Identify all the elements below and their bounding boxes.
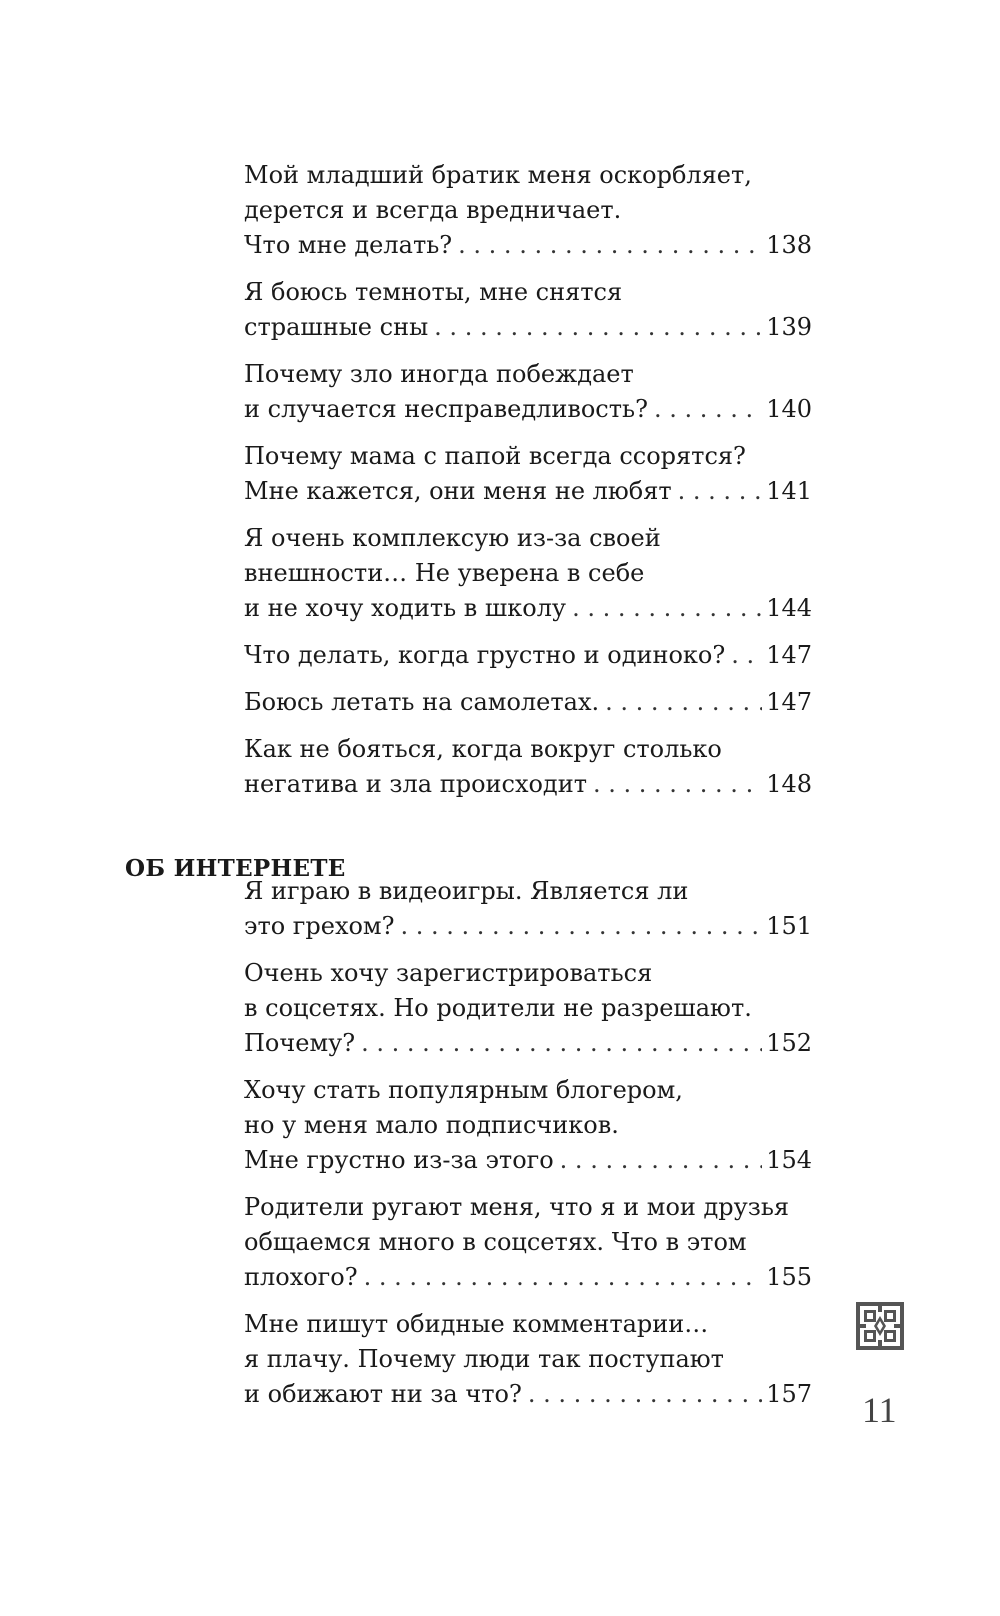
toc-page-number: 155 (766, 1263, 812, 1291)
toc-entry (244, 685, 812, 720)
toc-entry-last-line (244, 228, 812, 263)
toc-entry-last-line (244, 685, 812, 720)
toc-entry (244, 521, 812, 626)
toc-entry-last-line (244, 1377, 812, 1412)
ornament-icon (856, 1302, 904, 1350)
toc-page-number: 148 (766, 770, 812, 798)
toc-entry-line: внешности… Не уверена в себе (244, 559, 645, 587)
toc-entry-title: плохого? (244, 1263, 358, 1291)
toc-entry-last-line (244, 1143, 812, 1178)
toc-entry-last-line (244, 1260, 812, 1295)
toc-entry (244, 732, 812, 802)
toc-entry-last-line (244, 767, 812, 802)
toc-page-number: 139 (766, 313, 812, 341)
toc-entry-last-line (244, 909, 812, 944)
toc-entry-line: Хочу стать популярным блогером, (244, 1076, 683, 1104)
toc-entry-line: дерется и всегда вредничает. (244, 196, 622, 224)
toc-page-number: 154 (766, 1146, 812, 1174)
toc-list-top (244, 158, 812, 814)
dot-leader (599, 685, 762, 720)
toc-entry-line: я плачу. Почему люди так поступают (244, 1345, 724, 1373)
toc-entry-line: Почему мама с папой всегда ссорятся? (244, 442, 746, 470)
toc-entry-title: это грехом? (244, 912, 395, 940)
toc-entry-line: Я играю в видеоигры. Является ли (244, 877, 689, 905)
toc-list-internet (244, 874, 812, 1424)
dot-leader (587, 767, 762, 802)
toc-entry (244, 638, 812, 673)
toc-entry-last-line (244, 310, 812, 345)
toc-entry-last-line (244, 1026, 812, 1061)
toc-entry-title: Что делать, когда грустно и одиноко? (244, 641, 726, 669)
toc-entry-line: Почему зло иногда побеждает (244, 360, 634, 388)
dot-leader (358, 1260, 763, 1295)
toc-page-number: 152 (766, 1029, 812, 1057)
toc-entry-line: Я боюсь темноты, мне снятся (244, 278, 623, 306)
toc-entry-last-line (244, 638, 812, 673)
toc-entry-title: и не хочу ходить в школу (244, 594, 567, 622)
toc-entry-line: Я очень комплексую из-за своей (244, 524, 661, 552)
toc-entry-line: Мне пишут обидные комментарии… (244, 1310, 709, 1338)
toc-page-number: 147 (766, 641, 812, 669)
toc-page-number: 157 (766, 1380, 812, 1408)
toc-entry-title: страшные сны (244, 313, 429, 341)
toc-entry-title: негатива и зла происходит (244, 770, 587, 798)
toc-entry-title: Мне кажется, они меня не любят (244, 477, 672, 505)
dot-leader (725, 638, 762, 673)
toc-page-number: 151 (766, 912, 812, 940)
toc-entry (244, 1073, 812, 1178)
dot-leader (648, 392, 762, 427)
dot-leader (428, 310, 762, 345)
toc-entry (244, 1190, 812, 1295)
toc-entry-last-line (244, 591, 812, 626)
dot-leader (554, 1143, 763, 1178)
page-number: 11 (862, 1390, 897, 1430)
toc-entry-title: и обижают ни за что? (244, 1380, 522, 1408)
toc-entry (244, 158, 812, 263)
toc-page-number: 144 (766, 594, 812, 622)
toc-entry (244, 275, 812, 345)
toc-entry-last-line (244, 392, 812, 427)
toc-entry-title: Боюсь летать на самолетах. (244, 688, 600, 716)
toc-entry-title: Почему? (244, 1029, 356, 1057)
toc-entry-title: Мне грустно из-за этого (244, 1146, 554, 1174)
toc-page-number: 138 (766, 231, 812, 259)
dot-leader (522, 1377, 762, 1412)
toc-entry-line: общаемся много в соцсетях. Что в этом (244, 1228, 747, 1256)
dot-leader (452, 228, 762, 263)
toc-page-number: 147 (766, 688, 812, 716)
toc-entry-line: но у меня мало подписчиков. (244, 1111, 619, 1139)
toc-page-number: 141 (766, 477, 812, 505)
toc-entry-line: Очень хочу зарегистрироваться (244, 959, 653, 987)
toc-entry-title: и случается несправедливость? (244, 395, 648, 423)
toc-entry-line: Родители ругают меня, что я и мои друзья (244, 1193, 790, 1221)
toc-entry (244, 1307, 812, 1412)
toc-entry (244, 874, 812, 944)
toc-entry (244, 956, 812, 1061)
toc-entry-line: Мой младший братик меня оскорбляет, (244, 161, 752, 189)
toc-page-number: 140 (766, 395, 812, 423)
toc-entry-title: Что мне делать? (244, 231, 453, 259)
toc-entry (244, 357, 812, 427)
section-title: ОБ ИНТЕРНЕТЕ (125, 855, 346, 882)
toc-entry (244, 439, 812, 509)
dot-leader (394, 909, 762, 944)
toc-entry-line: Как не бояться, когда вокруг столько (244, 735, 722, 763)
dot-leader (672, 474, 763, 509)
toc-entry-last-line (244, 474, 812, 509)
dot-leader (566, 591, 762, 626)
toc-entry-line: в соцсетях. Но родители не разрешают. (244, 994, 752, 1022)
dot-leader (355, 1026, 762, 1061)
